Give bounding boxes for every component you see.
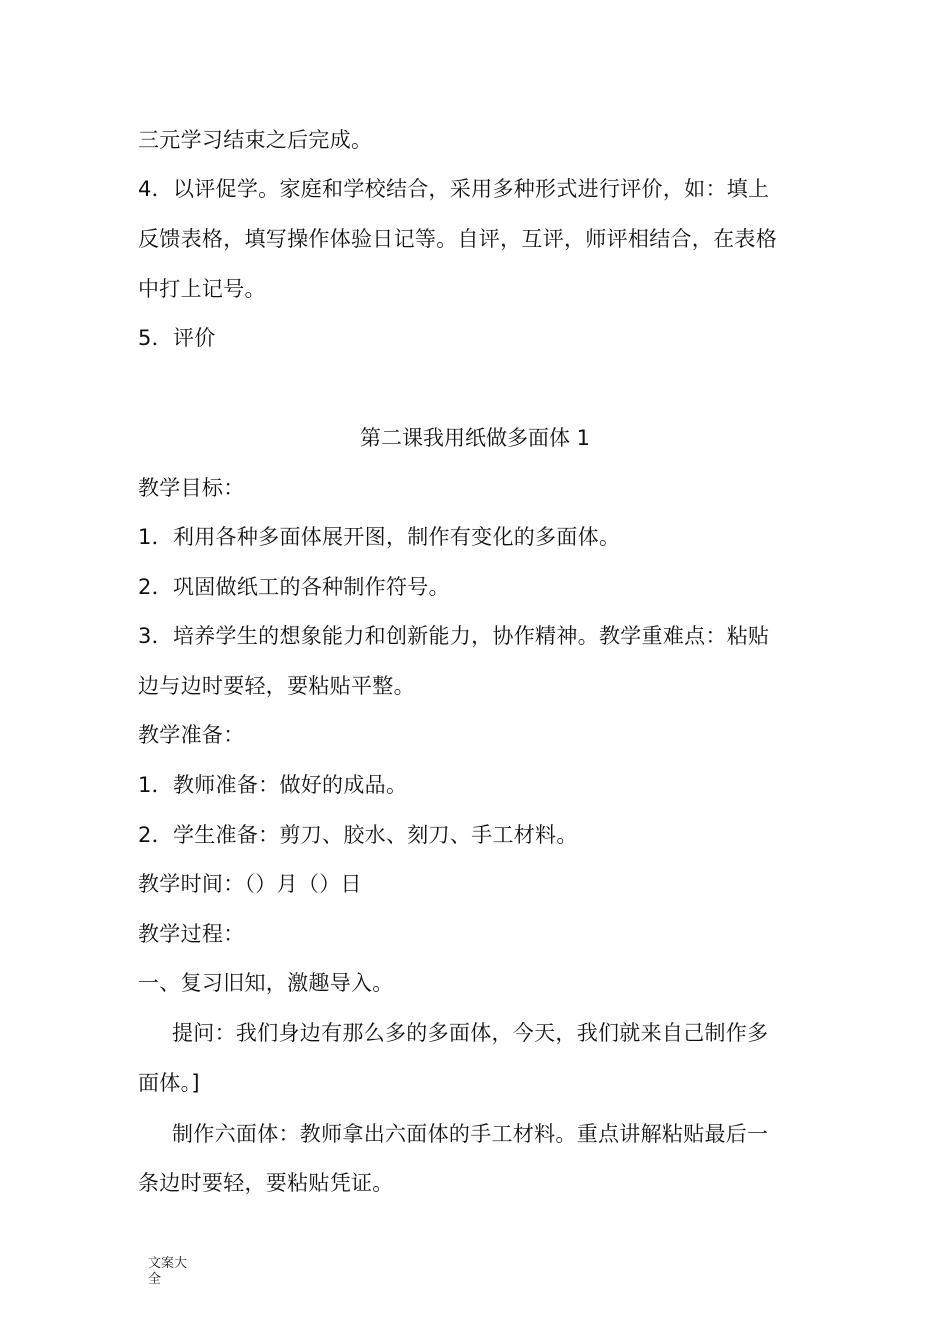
text-line: 3．培养学生的想象能力和创新能力，协作精神。教学重难点：粘贴 — [138, 624, 770, 648]
footer-line: 全 — [148, 1272, 162, 1287]
text-line: 2．巩固做纸工的各种制作符号。 — [138, 575, 450, 599]
text-line: 1．利用各种多面体展开图，制作有变化的多面体。 — [138, 525, 621, 549]
footer-note — [148, 1256, 198, 1288]
section-title: 第二课我用纸做多面体 1 — [359, 426, 591, 450]
text-line: 4．以评促学。家庭和学校结合，采用多种形式进行评价，如：填上 — [138, 177, 770, 201]
footer-line: 文案大 — [148, 1256, 188, 1271]
text-line: 中打上记号。 — [138, 277, 266, 301]
text-line: 条边时要轻，要粘贴凭证。 — [138, 1171, 394, 1195]
text-line: 边与边时要轻，要粘贴平整。 — [138, 674, 415, 698]
text-line: 教学准备： — [138, 723, 245, 747]
text-line: 5．评价 — [138, 326, 216, 350]
text-line: 2．学生准备：剪刀、胶水、刻刀、手工材料。 — [138, 823, 578, 847]
text-line: 教学目标： — [138, 476, 245, 500]
text-line: 三元学习结束之后完成。 — [138, 128, 373, 152]
text-line: 教学过程： — [138, 922, 245, 946]
text-line: 1．教师准备：做好的成品。 — [138, 773, 408, 797]
text-line: 制作六面体：教师拿出六面体的手工材料。重点讲解粘贴最后一 — [172, 1122, 769, 1146]
text-line: 提问：我们身边有那么多的多面体，今天，我们就来自己制作多 — [172, 1021, 769, 1045]
text-line: 面体。] — [138, 1071, 200, 1095]
text-line: 反馈表格，填写操作体验日记等。自评，互评，师评相结合，在表格 — [138, 227, 777, 251]
text-line: 教学时间：（）月（）日 — [138, 872, 362, 896]
text-line: 一、复习旧知，激趣导入。 — [138, 971, 394, 995]
